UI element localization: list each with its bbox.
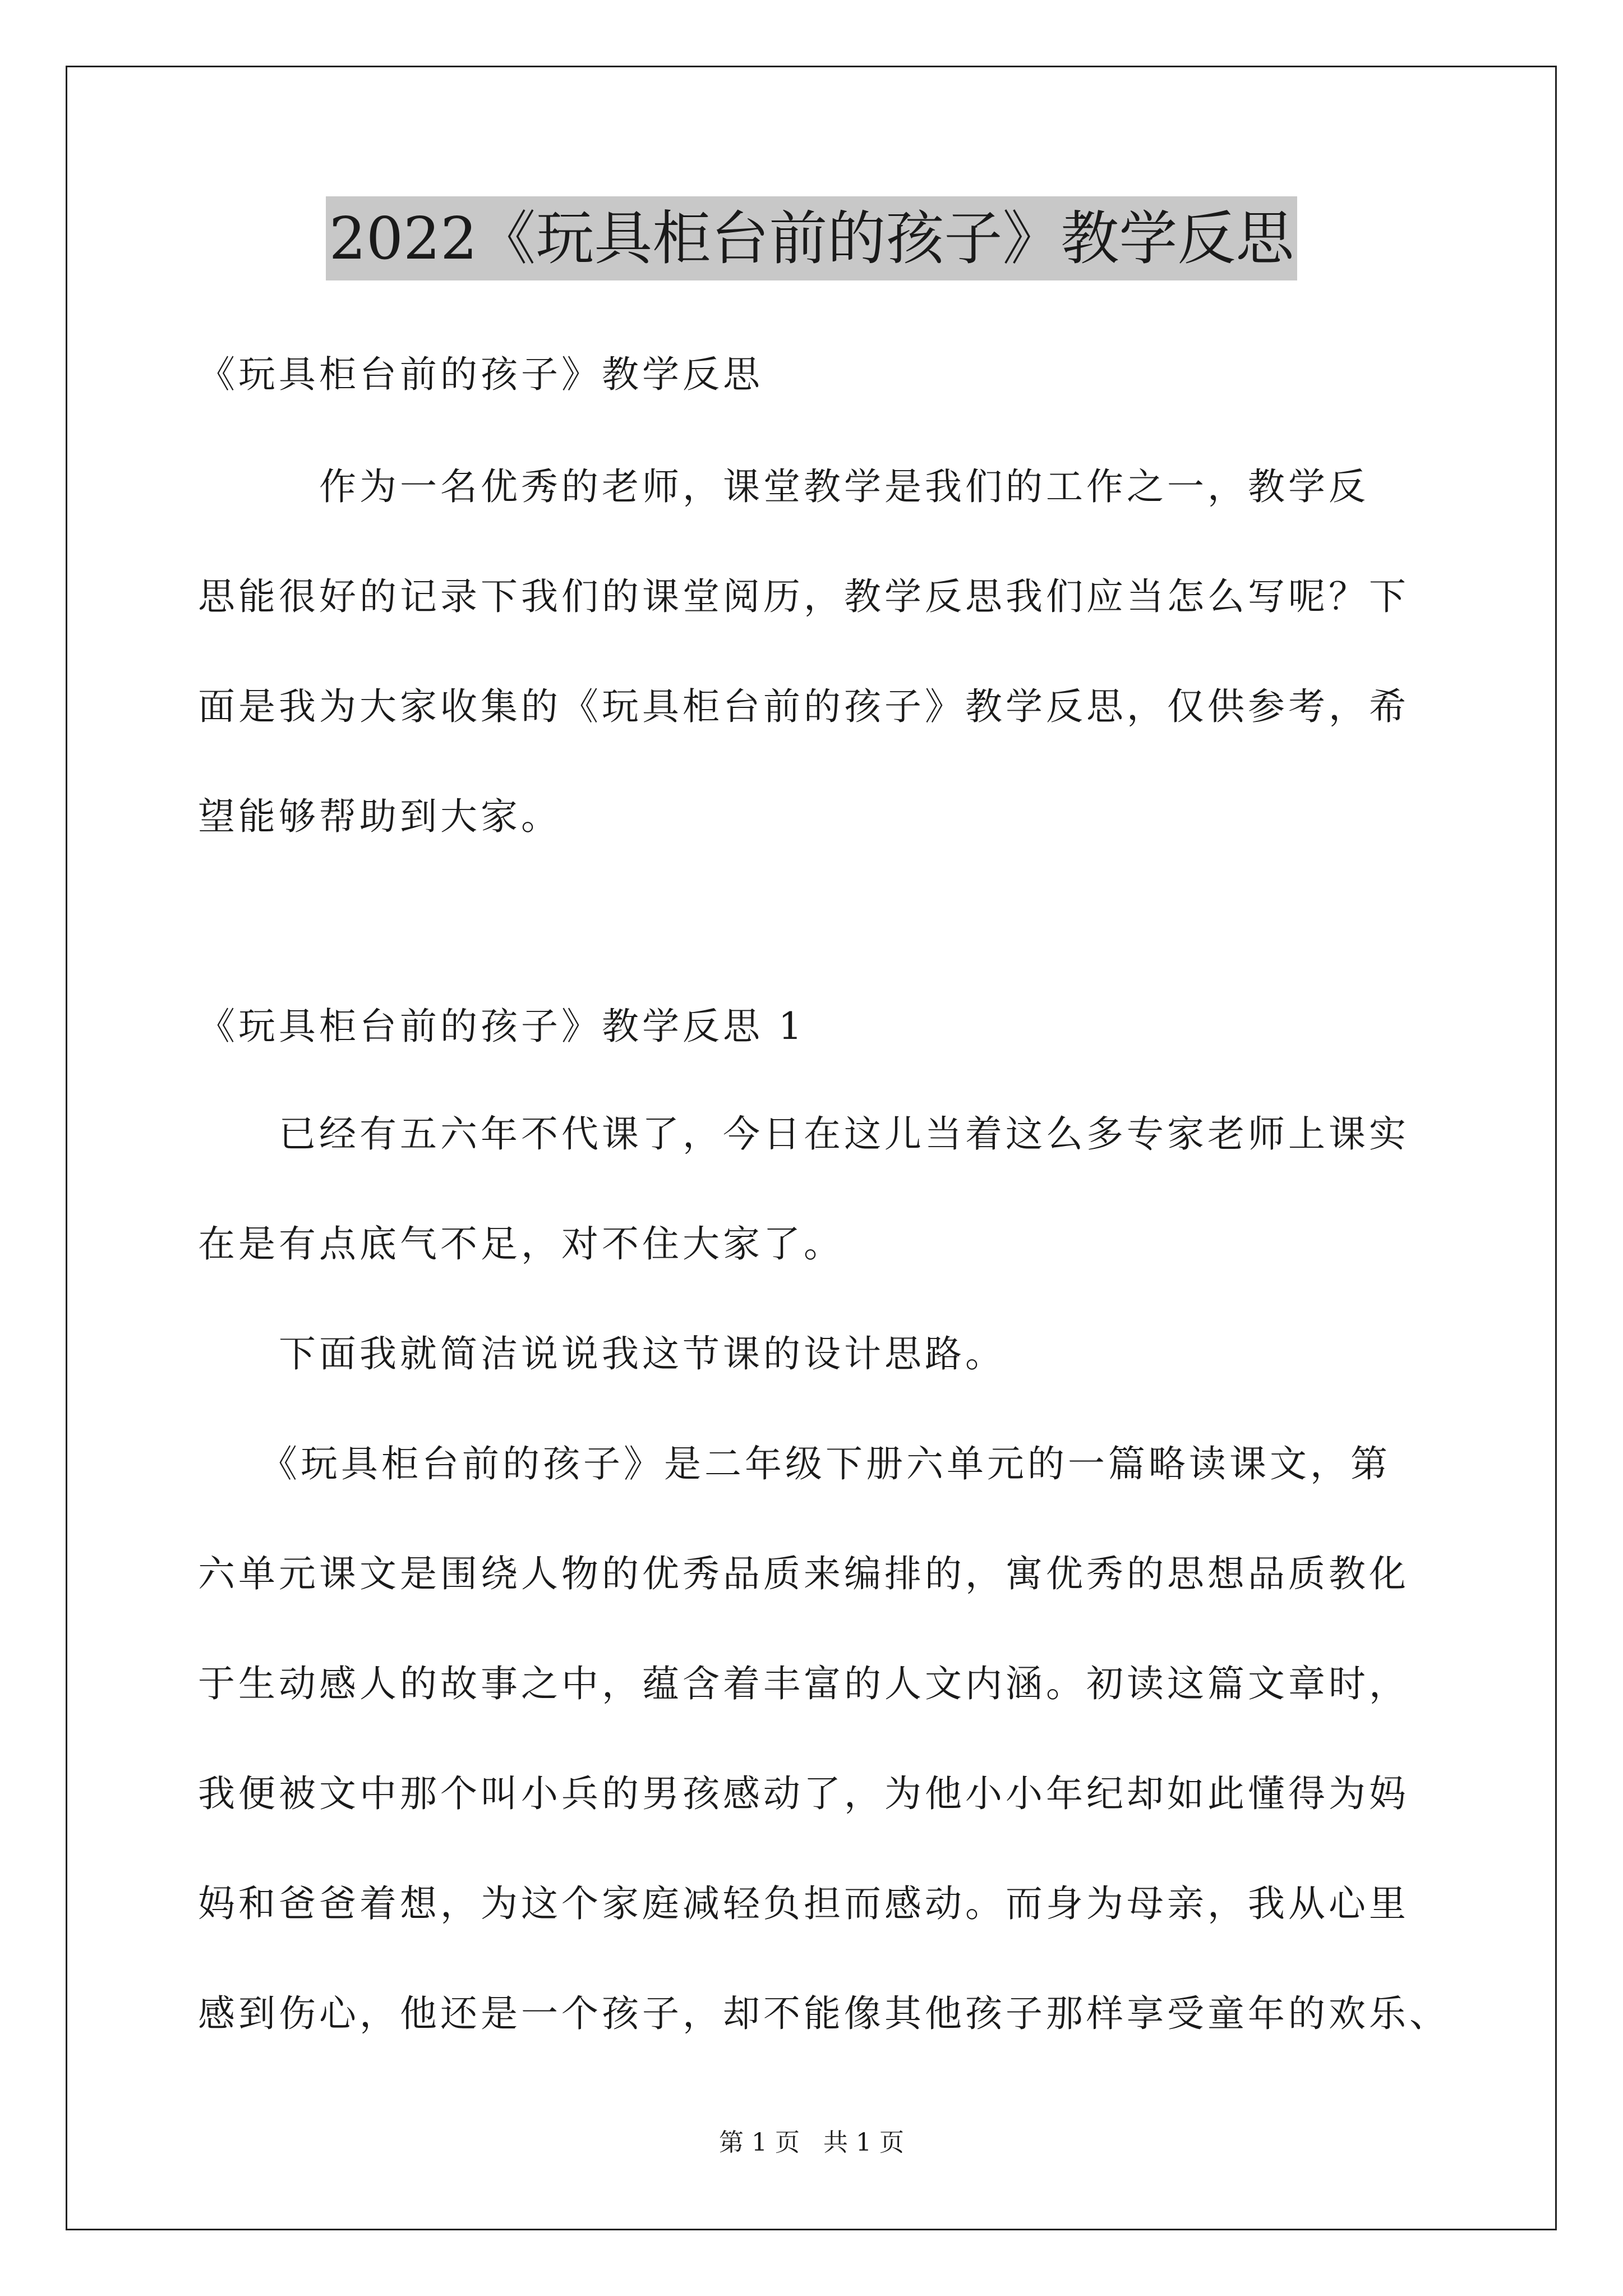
para3-line-4: 我便被文中那个叫小兵的男孩感动了，为他小小年纪却如此懂得为妈 — [198, 1772, 1409, 1815]
heading-intro: 《玩具柜台前的孩子》教学反思 — [198, 353, 763, 396]
document-title: 2022《玩具柜台前的孩子》教学反思 — [326, 196, 1298, 280]
para1-line-1: 已经有五六年不代课了，今日在这儿当着这么多专家老师上课实 — [198, 1112, 1409, 1156]
title-container — [0, 196, 1623, 280]
intro-line-1: 作为一名优秀的老师，课堂教学是我们的工作之一，教学反 — [198, 465, 1369, 508]
page-footer — [0, 2126, 1623, 2160]
para3-line-6: 感到伤心，他还是一个孩子，却不能像其他孩子那样享受童年的欢乐、 — [198, 1992, 1450, 2035]
para3-line-2: 六单元课文是围绕人物的优秀品质来编排的，寓优秀的思想品质教化 — [198, 1552, 1409, 1595]
para1-line-2: 在是有点底气不足，对不住大家了。 — [198, 1222, 844, 1266]
intro-line-3: 面是我为大家收集的《玩具柜台前的孩子》教学反思，仅供参考，希 — [198, 685, 1409, 728]
para3-line-5: 妈和爸爸着想，为这个家庭减轻负担而感动。而身为母亲，我从心里 — [198, 1882, 1409, 1925]
heading-section-1: 《玩具柜台前的孩子》教学反思 1 — [198, 1005, 805, 1048]
para2-line-1: 下面我就简洁说说我这节课的设计思路。 — [198, 1332, 1006, 1375]
intro-line-4: 望能够帮助到大家。 — [198, 795, 561, 838]
para3-line-1: 《玩具柜台前的孩子》是二年级下册六单元的一篇略读课文，第 — [198, 1442, 1391, 1485]
page-number: 第 1 页 — [719, 2128, 800, 2157]
para3-line-3: 于生动感人的故事之中，蕴含着丰富的人文内涵。初读这篇文章时， — [198, 1662, 1409, 1705]
page-total: 共 1 页 — [823, 2128, 904, 2157]
intro-line-2: 思能很好的记录下我们的课堂阅历，教学反思我们应当怎么写呢？下 — [198, 575, 1409, 618]
